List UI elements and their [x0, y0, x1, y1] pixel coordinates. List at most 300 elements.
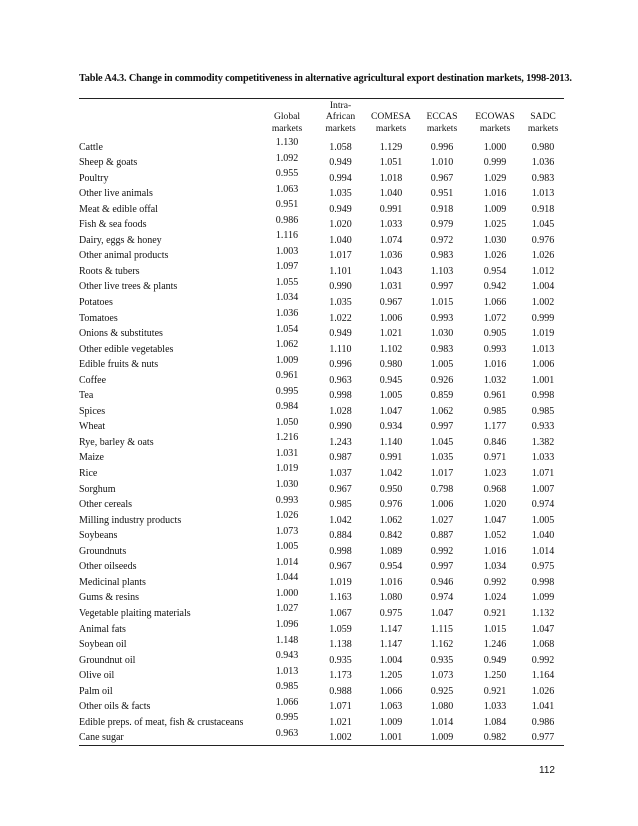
table-row	[79, 448, 564, 464]
value-cell: 1.062	[379, 514, 403, 526]
value-cell: 1.101	[329, 265, 352, 277]
value-cell: 1.080	[430, 701, 454, 713]
value-cell: 1.019	[531, 328, 555, 340]
value-cell: 0.935	[329, 654, 352, 666]
value-cell: 1.019	[275, 463, 299, 475]
table-row	[79, 510, 564, 526]
value-cell: 0.983	[430, 343, 454, 355]
commodity-name: Milling industry products	[79, 514, 182, 526]
value-cell: 1.026	[483, 250, 507, 262]
value-cell: 0.984	[275, 401, 299, 413]
table-row	[79, 153, 564, 169]
commodity-name: Sheep & goats	[79, 157, 138, 169]
value-cell: 1.092	[275, 152, 299, 164]
value-cell: 0.992	[430, 545, 454, 557]
value-cell: 1.009	[430, 732, 454, 744]
commodity-name: Groundnuts	[79, 545, 127, 557]
table-row	[79, 588, 564, 604]
value-cell: 1.163	[329, 592, 352, 604]
value-cell: 1.074	[379, 234, 403, 246]
value-cell: 1.012	[531, 265, 555, 277]
value-cell: 0.993	[483, 343, 507, 355]
commodity-name: Other live trees & plants	[79, 281, 178, 293]
value-cell: 1.010	[430, 157, 454, 169]
table-row	[79, 401, 564, 417]
commodity-name: Rye, barley & oats	[79, 436, 154, 448]
value-cell: 1.162	[430, 639, 454, 651]
value-cell: 0.982	[483, 732, 507, 744]
commodity-name: Gums & resins	[79, 592, 139, 604]
table-row	[79, 184, 564, 200]
value-cell: 0.993	[430, 312, 454, 324]
commodity-name: Soybean oil	[79, 639, 127, 651]
table-row	[79, 199, 564, 215]
column-header-line: markets	[375, 122, 407, 134]
value-cell: 0.980	[379, 359, 403, 371]
value-cell: 1.068	[531, 639, 555, 651]
commodity-name: Maize	[79, 452, 104, 464]
value-cell: 0.921	[483, 685, 507, 697]
value-cell: 0.925	[430, 685, 454, 697]
value-cell: 1.099	[531, 592, 555, 604]
table-row	[79, 308, 564, 324]
value-cell: 0.935	[430, 654, 454, 666]
value-cell: 0.884	[329, 530, 352, 542]
value-cell: 1.013	[531, 188, 555, 200]
table-row	[79, 386, 564, 402]
value-cell: 0.991	[379, 203, 403, 215]
value-cell: 0.983	[430, 250, 454, 262]
table-row	[79, 479, 564, 495]
value-cell: 0.967	[379, 297, 403, 309]
value-cell: 0.967	[430, 172, 454, 184]
value-cell: 1.138	[329, 639, 352, 651]
table-row	[79, 681, 564, 697]
value-cell: 1.047	[430, 607, 454, 619]
value-cell: 1.063	[275, 183, 299, 195]
value-cell: 1.004	[379, 654, 403, 666]
value-cell: 0.986	[275, 214, 299, 226]
table-row	[79, 417, 564, 433]
value-cell: 0.961	[483, 390, 507, 402]
value-cell: 0.979	[430, 219, 454, 231]
value-cell: 1.130	[275, 137, 299, 148]
table-row	[79, 635, 564, 651]
value-cell: 1.013	[531, 343, 555, 355]
value-cell: 0.975	[531, 561, 555, 573]
commodity-name: Soybeans	[79, 530, 118, 542]
commodity-name: Dairy, eggs & honey	[79, 234, 162, 246]
table-row	[79, 712, 564, 728]
value-cell: 1.032	[483, 374, 507, 386]
commodity-name: Medicinal plants	[79, 576, 146, 588]
table-row	[79, 215, 564, 231]
commodity-name: Sorghum	[79, 483, 116, 495]
value-cell: 0.961	[275, 370, 299, 382]
value-cell: 1.072	[483, 312, 507, 324]
value-cell: 1.031	[379, 281, 403, 293]
commodity-name: Edible preps. of meat, fish & crustaceans	[79, 716, 244, 728]
commodity-name: Fish & sea foods	[79, 219, 147, 231]
column-header	[366, 101, 416, 134]
value-cell: 1.173	[329, 670, 352, 682]
value-cell: 0.999	[483, 157, 507, 169]
value-cell: 0.980	[531, 141, 555, 153]
value-cell: 0.926	[430, 374, 454, 386]
commodity-name: Roots & tubers	[79, 265, 140, 277]
commodity-name: Other oilseeds	[79, 561, 137, 573]
value-cell: 0.998	[531, 390, 555, 402]
value-cell: 1.019	[329, 576, 352, 588]
value-cell: 0.954	[483, 265, 507, 277]
column-header-line: markets	[271, 122, 303, 134]
value-cell: 1.002	[329, 732, 352, 744]
value-cell: 1.025	[483, 219, 507, 231]
value-cell: 0.992	[531, 654, 555, 666]
value-cell: 0.949	[329, 157, 352, 169]
value-cell: 0.997	[430, 561, 454, 573]
value-cell: 1.054	[275, 323, 299, 335]
table-row	[79, 495, 564, 511]
value-cell: 1.020	[329, 219, 352, 231]
value-cell: 0.971	[483, 452, 507, 464]
value-cell: 0.972	[430, 234, 454, 246]
value-cell: 1.037	[329, 468, 352, 480]
table-row	[79, 666, 564, 682]
commodity-name: Coffee	[79, 374, 107, 386]
table-row	[79, 370, 564, 386]
commodity-name: Potatoes	[79, 297, 113, 309]
value-cell: 1.051	[379, 157, 403, 169]
value-cell: 0.887	[430, 530, 454, 542]
value-cell: 0.996	[329, 359, 352, 371]
column-header	[259, 101, 315, 134]
value-cell: 1.027	[275, 603, 299, 615]
value-cell: 0.977	[531, 732, 555, 744]
value-cell: 1.003	[275, 245, 299, 257]
value-cell: 1.066	[379, 685, 403, 697]
value-cell: 1.015	[430, 297, 454, 309]
value-cell: 1.005	[275, 541, 299, 553]
value-cell: 1.067	[329, 607, 352, 619]
value-cell: 1.063	[379, 701, 403, 713]
value-cell: 1.096	[275, 618, 299, 630]
value-cell: 0.998	[329, 390, 352, 402]
commodity-name: Meat & edible offal	[79, 203, 158, 215]
value-cell: 0.963	[275, 727, 299, 739]
column-header-line: COMESA	[371, 111, 411, 123]
value-cell: 0.842	[379, 530, 403, 542]
value-cell: 1.000	[483, 141, 507, 153]
value-cell: 1.043	[379, 265, 403, 277]
commodity-name: Animal fats	[79, 623, 126, 635]
value-cell: 0.985	[329, 499, 352, 511]
table-row	[79, 463, 564, 479]
value-cell: 0.995	[275, 712, 299, 724]
value-cell: 1.028	[329, 405, 352, 417]
column-header-line: Intra-	[329, 99, 352, 111]
value-cell: 1.018	[379, 172, 403, 184]
column-header-line: markets	[426, 122, 458, 134]
commodity-name: Poultry	[79, 172, 109, 184]
value-cell: 1.062	[430, 405, 454, 417]
value-cell: 1.026	[531, 685, 555, 697]
value-cell: 0.976	[379, 499, 403, 511]
value-cell: 1.103	[430, 265, 454, 277]
table-row	[79, 168, 564, 184]
value-cell: 1.009	[379, 716, 403, 728]
value-cell: 0.949	[483, 654, 507, 666]
value-cell: 0.963	[329, 374, 352, 386]
value-cell: 1.022	[329, 312, 352, 324]
value-cell: 0.995	[275, 385, 299, 397]
value-cell: 1.040	[329, 234, 352, 246]
value-cell: 1.084	[483, 716, 507, 728]
value-cell: 1.073	[275, 525, 299, 537]
column-header-line: markets	[325, 122, 356, 134]
value-cell: 1.023	[483, 468, 507, 480]
value-cell: 1.016	[483, 188, 507, 200]
table-row	[79, 292, 564, 308]
value-cell: 1.045	[430, 436, 454, 448]
value-cell: 0.933	[531, 421, 555, 433]
value-cell: 1.035	[430, 452, 454, 464]
value-cell: 1.017	[430, 468, 454, 480]
value-cell: 1.050	[275, 416, 299, 428]
value-cell: 1.033	[531, 452, 555, 464]
value-cell: 0.993	[275, 494, 299, 506]
value-cell: 0.798	[430, 483, 454, 495]
value-cell: 1.040	[531, 530, 555, 542]
commodity-name: Other cereals	[79, 499, 133, 511]
value-cell: 1.014	[275, 556, 299, 568]
value-cell: 0.988	[329, 685, 352, 697]
value-cell: 1.080	[379, 592, 403, 604]
value-cell: 1.030	[483, 234, 507, 246]
table-row	[79, 619, 564, 635]
value-cell: 0.986	[531, 716, 555, 728]
value-cell: 1.164	[531, 670, 555, 682]
commodity-name: Rice	[79, 468, 98, 480]
value-cell: 1.047	[379, 405, 403, 417]
value-cell: 1.116	[275, 230, 299, 242]
value-cell: 1.004	[531, 281, 555, 293]
value-cell: 0.951	[275, 199, 299, 211]
commodity-name: Other oils & facts	[79, 701, 151, 713]
column-header	[315, 101, 366, 134]
value-cell: 1.250	[483, 670, 507, 682]
value-cell: 0.918	[531, 203, 555, 215]
value-cell: 1.000	[275, 587, 299, 599]
value-cell: 0.968	[483, 483, 507, 495]
value-cell: 1.021	[329, 716, 352, 728]
column-header	[522, 101, 564, 134]
value-cell: 1.020	[483, 499, 507, 511]
value-cell: 1.024	[483, 592, 507, 604]
value-cell: 1.027	[430, 514, 454, 526]
value-cell: 1.005	[379, 390, 403, 402]
value-cell: 0.955	[275, 168, 299, 180]
table-row	[79, 339, 564, 355]
table-row	[79, 355, 564, 371]
value-cell: 1.021	[379, 328, 403, 340]
value-cell: 1.017	[329, 250, 352, 262]
value-cell: 1.001	[531, 374, 555, 386]
value-cell: 0.950	[379, 483, 403, 495]
value-cell: 1.030	[430, 328, 454, 340]
value-cell: 1.002	[531, 297, 555, 309]
value-cell: 0.949	[329, 328, 352, 340]
value-cell: 1.071	[531, 468, 555, 480]
value-cell: 1.073	[430, 670, 454, 682]
value-cell: 1.102	[379, 343, 403, 355]
value-cell: 0.967	[329, 561, 352, 573]
value-cell: 1.005	[430, 359, 454, 371]
value-cell: 1.042	[329, 514, 352, 526]
value-cell: 1.014	[430, 716, 454, 728]
value-cell: 1.016	[379, 576, 403, 588]
value-cell: 1.132	[531, 607, 555, 619]
page-number: 112	[539, 765, 555, 776]
bottom-rule	[79, 745, 564, 746]
column-header-line: African	[325, 111, 356, 123]
column-header-line: Global	[273, 111, 301, 123]
value-cell: 1.014	[531, 545, 555, 557]
value-cell: 1.031	[275, 447, 299, 459]
value-cell: 0.974	[531, 499, 555, 511]
table-row	[79, 572, 564, 588]
value-cell: 0.921	[483, 607, 507, 619]
value-cell: 0.918	[430, 203, 454, 215]
value-cell: 1.205	[379, 670, 403, 682]
value-cell: 0.997	[430, 281, 454, 293]
value-cell: 1.097	[275, 261, 299, 273]
column-header-line: markets	[479, 122, 511, 134]
commodity-name: Tea	[79, 390, 94, 402]
value-cell: 1.033	[379, 219, 403, 231]
table-row	[79, 650, 564, 666]
value-cell: 1.040	[379, 188, 403, 200]
commodity-name: Vegetable plaiting materials	[79, 607, 191, 619]
value-cell: 0.976	[531, 234, 555, 246]
table-row	[79, 697, 564, 713]
value-cell: 0.999	[531, 312, 555, 324]
value-cell: 1.129	[379, 141, 403, 153]
value-cell: 1.036	[531, 157, 555, 169]
value-cell: 1.009	[275, 354, 299, 366]
value-cell: 1.055	[275, 276, 299, 288]
value-cell: 1.110	[329, 343, 352, 355]
table-row	[79, 541, 564, 557]
value-cell: 1.033	[483, 701, 507, 713]
value-cell: 1.036	[275, 308, 299, 320]
value-cell: 1.147	[379, 623, 403, 635]
value-cell: 1.047	[531, 623, 555, 635]
value-cell: 1.246	[483, 639, 507, 651]
value-cell: 1.034	[275, 292, 299, 304]
value-cell: 0.985	[275, 681, 299, 693]
value-cell: 1.036	[379, 250, 403, 262]
table-row	[79, 261, 564, 277]
column-header-line: markets	[527, 122, 559, 134]
value-cell: 1.006	[430, 499, 454, 511]
value-cell: 1.047	[483, 514, 507, 526]
value-cell: 0.946	[430, 576, 454, 588]
value-cell: 1.026	[531, 250, 555, 262]
value-cell: 0.998	[531, 576, 555, 588]
table-row	[79, 277, 564, 293]
value-cell: 0.974	[430, 592, 454, 604]
value-cell: 0.846	[483, 436, 507, 448]
commodity-name: Tomatoes	[79, 312, 118, 324]
commodity-name: Cattle	[79, 141, 103, 153]
commodity-name: Onions & substitutes	[79, 328, 163, 340]
value-cell: 1.059	[329, 623, 352, 635]
column-header	[416, 101, 468, 134]
value-cell: 0.954	[379, 561, 403, 573]
value-cell: 0.990	[329, 281, 352, 293]
column-header	[468, 101, 522, 134]
value-cell: 0.983	[531, 172, 555, 184]
commodity-name: Edible fruits & nuts	[79, 359, 159, 371]
value-cell: 1.015	[483, 623, 507, 635]
table-row	[79, 557, 564, 573]
value-cell: 1.034	[483, 561, 507, 573]
value-cell: 0.996	[430, 141, 454, 153]
value-cell: 1.009	[483, 203, 507, 215]
value-cell: 1.058	[329, 141, 352, 153]
value-cell: 0.992	[483, 576, 507, 588]
value-cell: 0.991	[379, 452, 403, 464]
value-cell: 1.013	[275, 665, 299, 677]
table-row	[79, 603, 564, 619]
value-cell: 1.140	[379, 436, 403, 448]
value-cell: 0.945	[379, 374, 403, 386]
value-cell: 1.030	[275, 479, 299, 491]
value-cell: 1.115	[430, 623, 454, 635]
commodity-name: Spices	[79, 405, 106, 417]
value-cell: 1.006	[379, 312, 403, 324]
commodity-name: Other animal products	[79, 250, 169, 262]
value-cell: 0.949	[329, 203, 352, 215]
value-cell: 1.177	[483, 421, 507, 433]
value-cell: 0.934	[379, 421, 403, 433]
value-cell: 0.942	[483, 281, 507, 293]
commodity-name: Groundnut oil	[79, 654, 136, 666]
table-row	[79, 230, 564, 246]
commodity-name: Olive oil	[79, 670, 115, 682]
value-cell: 0.985	[483, 405, 507, 417]
value-cell: 1.052	[483, 530, 507, 542]
commodity-name: Other edible vegetables	[79, 343, 174, 355]
table-row	[79, 137, 564, 153]
table-row	[79, 728, 564, 744]
value-cell: 1.016	[483, 359, 507, 371]
table-row	[79, 246, 564, 262]
value-cell: 0.951	[430, 188, 454, 200]
value-cell: 0.967	[329, 483, 352, 495]
value-cell: 0.943	[275, 650, 299, 662]
value-cell: 1.042	[379, 468, 403, 480]
column-header-line: ECOWAS	[475, 111, 515, 123]
value-cell: 1.029	[483, 172, 507, 184]
table-row	[79, 432, 564, 448]
table-row	[79, 526, 564, 542]
value-cell: 0.994	[329, 172, 352, 184]
value-cell: 0.975	[379, 607, 403, 619]
value-cell: 1.007	[531, 483, 555, 495]
value-cell: 1.066	[275, 696, 299, 708]
